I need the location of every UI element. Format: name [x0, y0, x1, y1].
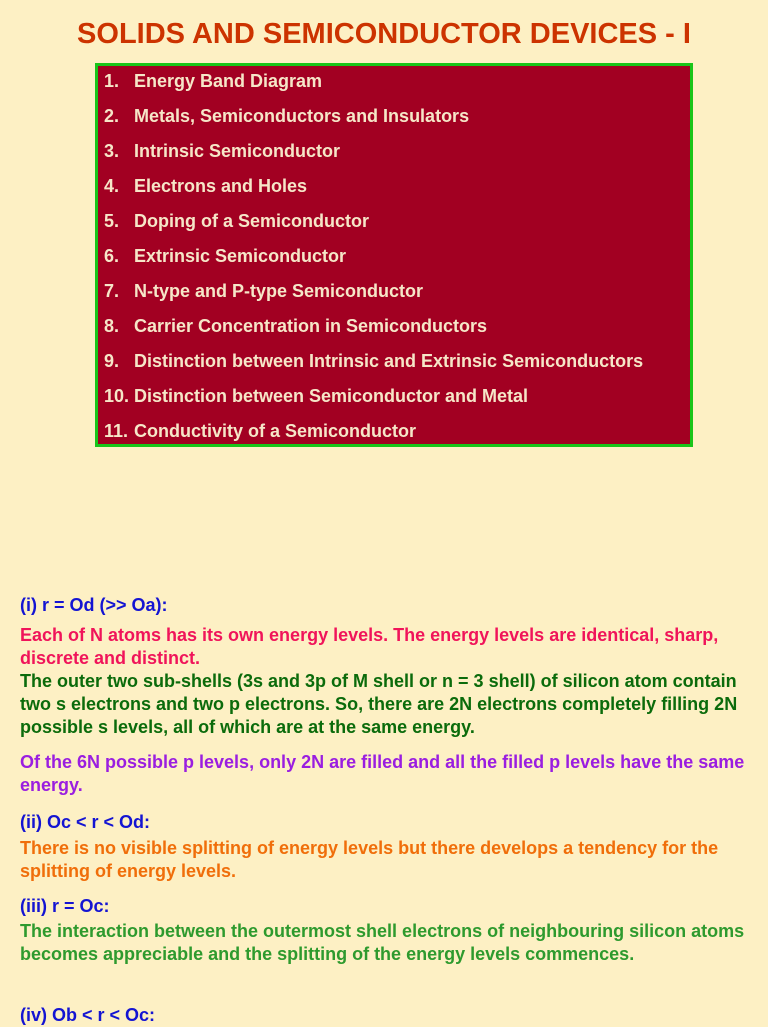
toc-item-number: 3.: [104, 141, 120, 161]
case-1-text-c: Of the 6N possible p levels, only 2N are filled and all the filled p levels have the same energy.: [20, 752, 745, 795]
toc-item: [104, 421, 416, 442]
toc-item-label: Electrons and Holes: [134, 176, 308, 196]
case-4-heading: (iv) Ob < r < Oc:: [20, 1005, 156, 1025]
toc-item: [104, 211, 369, 232]
toc-item-label: Conductivity of a Semiconductor: [134, 421, 417, 441]
toc-item-number: 9.: [104, 351, 120, 371]
toc-item-label: Distinction between Intrinsic and Extrinsic Semiconductors: [134, 351, 644, 371]
toc-item-label: N-type and P-type Semiconductor: [134, 281, 424, 301]
toc-item-number: 8.: [104, 316, 120, 336]
toc-item: [104, 71, 322, 92]
toc-item-number: 4.: [104, 176, 120, 196]
toc-item-label: Metals, Semiconductors and Insulators: [134, 106, 470, 126]
toc-item-number: 7.: [104, 281, 120, 301]
toc-item: [104, 176, 307, 197]
toc-item-number: 10.: [104, 386, 130, 406]
case-1-heading: (i) r = Od (>> Oa):: [20, 595, 168, 615]
toc-item-label: Intrinsic Semiconductor: [134, 141, 341, 161]
toc-item: [104, 351, 643, 372]
toc-item-number: 5.: [104, 211, 120, 231]
toc-item-number: 11.: [104, 421, 129, 441]
toc-item-label: Doping of a Semiconductor: [134, 211, 370, 231]
toc-item: [104, 316, 487, 337]
case-3-heading: (iii) r = Oc:: [20, 896, 110, 916]
toc-item: [104, 246, 346, 267]
page-title: SOLIDS AND SEMICONDUCTOR DEVICES - I: [77, 18, 691, 50]
toc-item-number: 6.: [104, 246, 120, 266]
toc-item: [104, 141, 340, 162]
toc-item-label: Carrier Concentration in Semiconductors: [134, 316, 488, 336]
toc-item-label: Extrinsic Semiconductor: [134, 246, 347, 266]
case-1-text-a: Each of N atoms has its own energy levels. The energy levels are identical, sharp, discrete and distinct.: [20, 625, 719, 668]
toc-item-label: Energy Band Diagram: [134, 71, 323, 91]
case-2-heading: (ii) Oc < r < Od:: [20, 812, 151, 832]
table-of-contents: [95, 63, 693, 447]
case-2-text: There is no visible splitting of energy levels but there develops a tendency for the splitting of energy levels.: [20, 838, 719, 881]
toc-item: [104, 281, 423, 302]
toc-item: [104, 386, 528, 407]
case-3-text: The interaction between the outermost shell electrons of neighbouring silicon atoms becomes appreciable and the splitting of the energy levels commences.: [20, 921, 745, 964]
toc-item-number: 2.: [104, 106, 120, 126]
toc-item: [104, 106, 469, 127]
toc-item-number: 1.: [104, 71, 120, 91]
toc-item-label: Distinction between Semiconductor and Metal: [134, 386, 529, 406]
case-1-text-b: The outer two sub-shells (3s and 3p of M shell or n = 3 shell) of silicon atom contain two s electrons and two p electrons. So, there are 2N electrons completely filling 2N possible s levels, all of which are at the same energy.: [20, 671, 738, 737]
